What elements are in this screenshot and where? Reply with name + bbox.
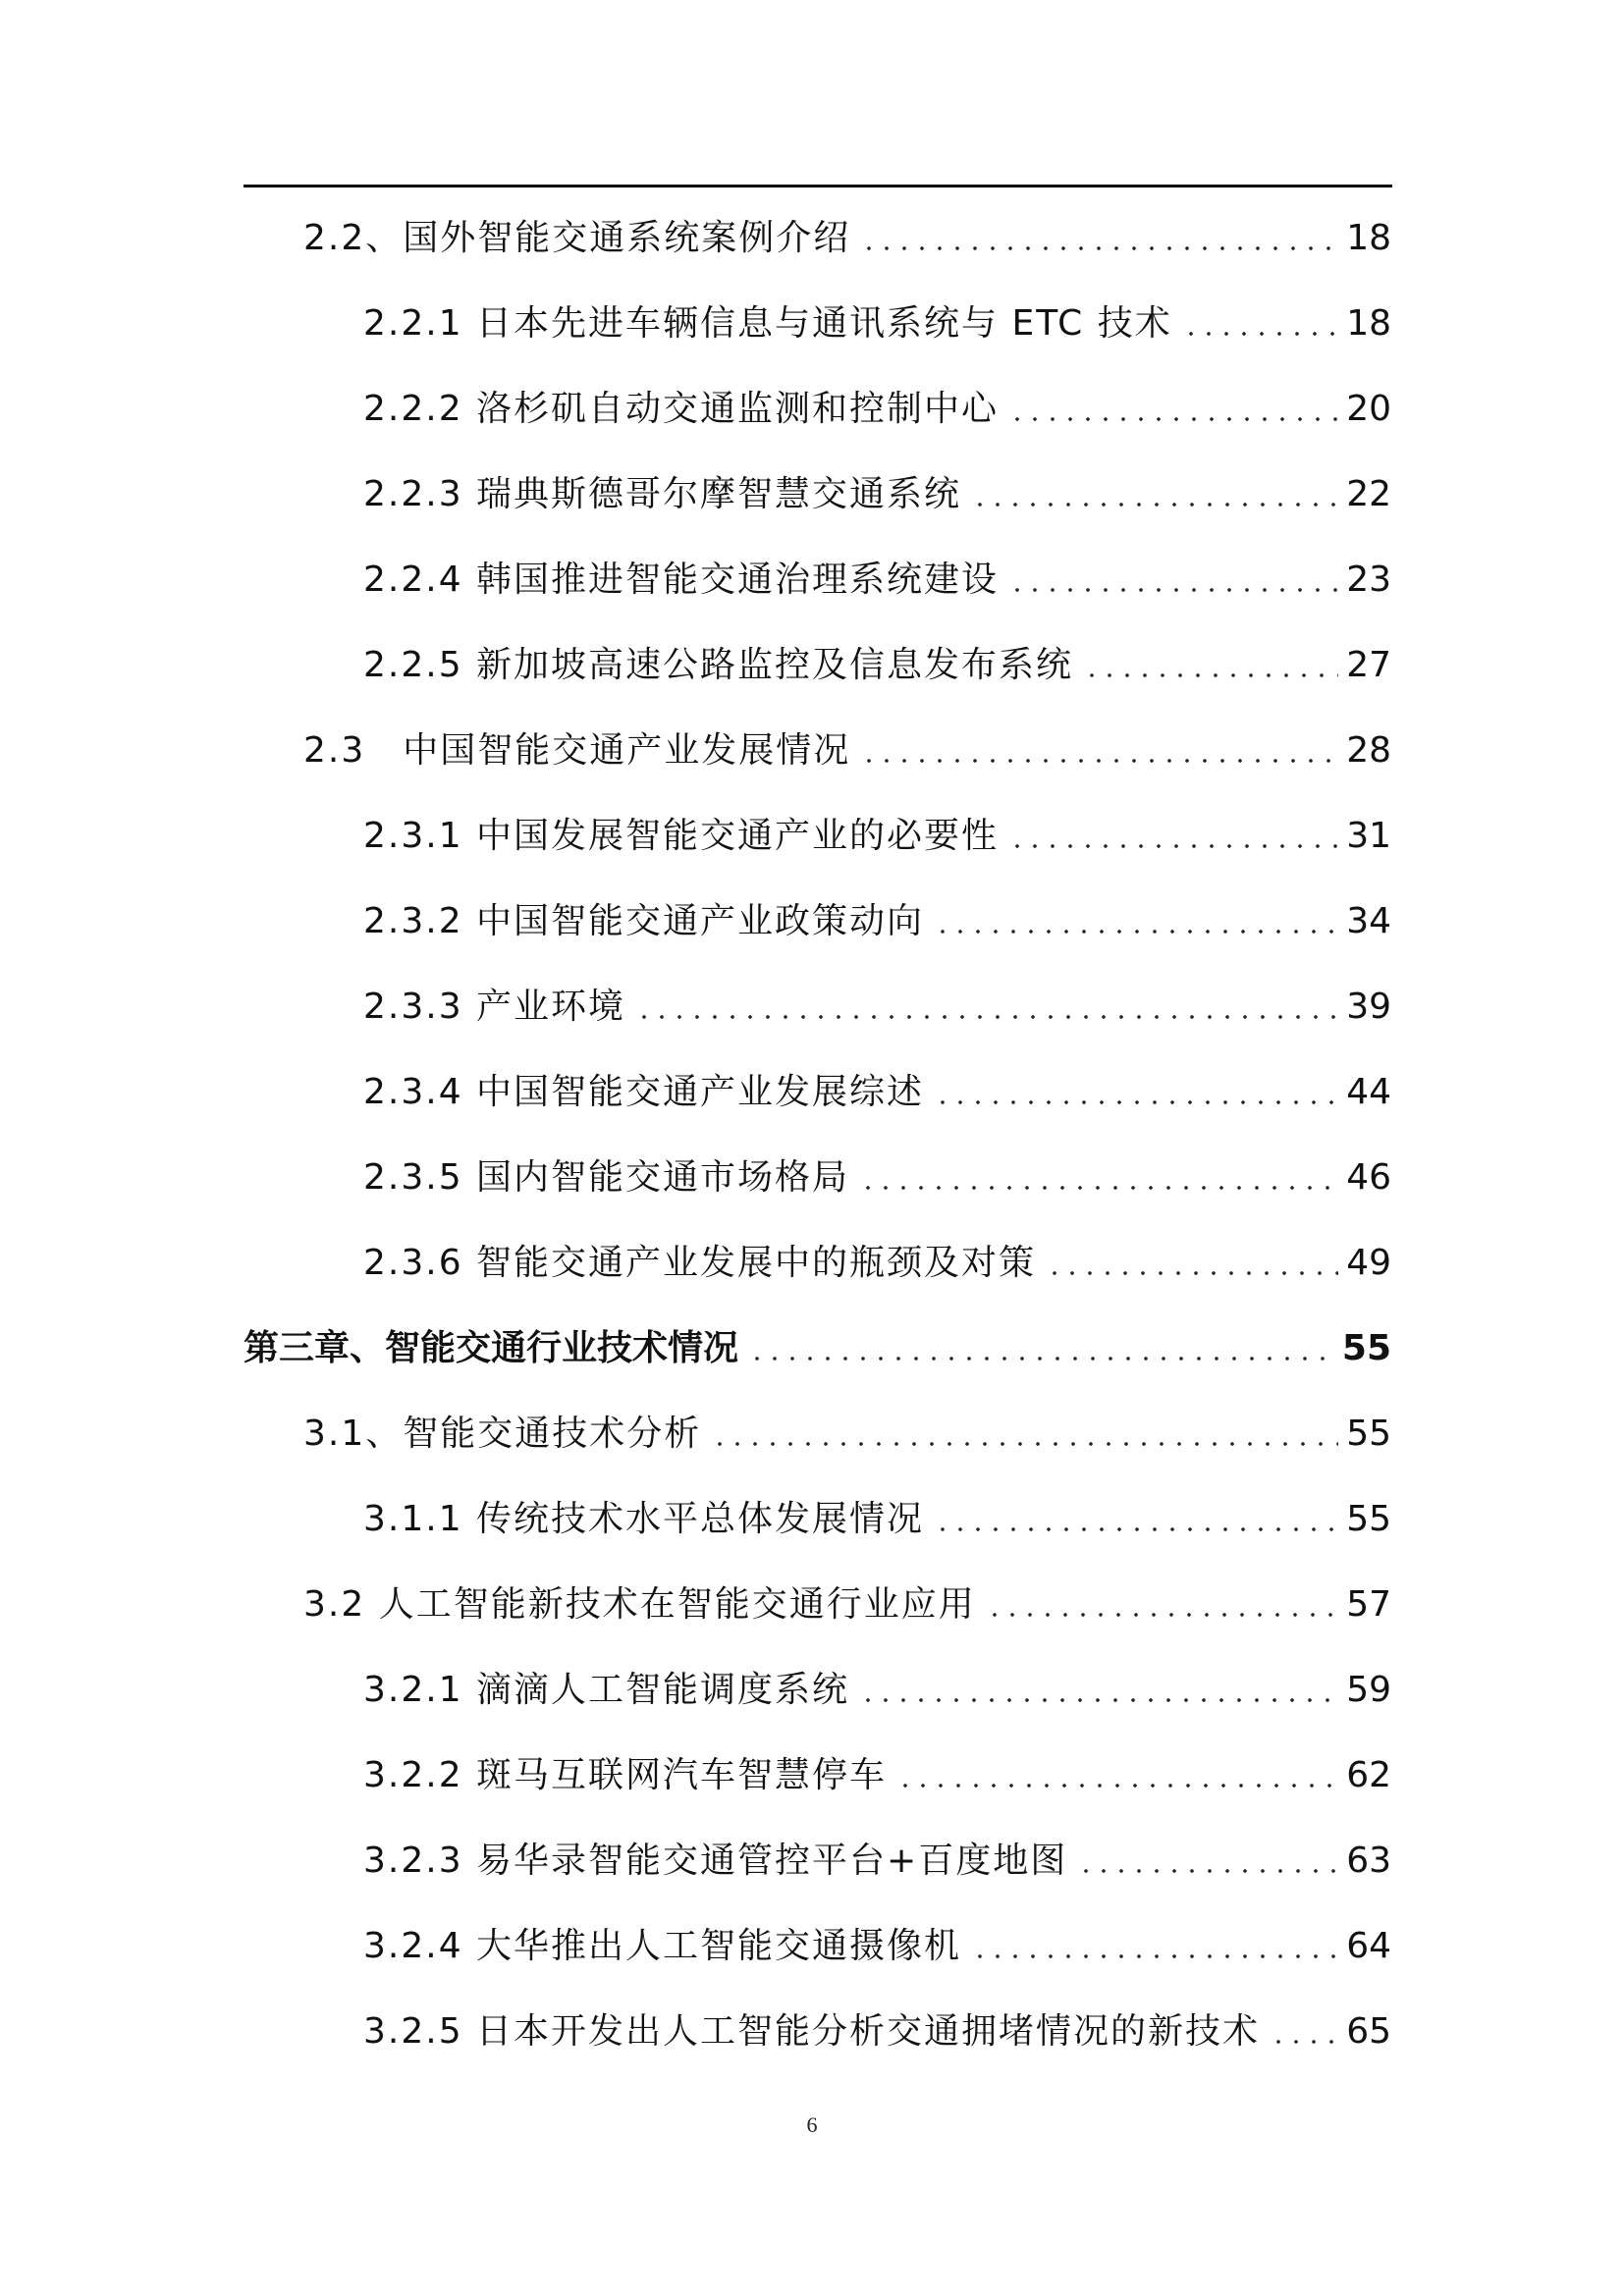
toc-entry-page: 55 <box>1346 1499 1391 1539</box>
toc-dot-leader <box>934 1067 1338 1118</box>
toc-entry[interactable] <box>363 1152 1391 1203</box>
toc-entry-title: 2.3 中国智能交通产业发展情况 <box>303 730 851 771</box>
toc-entry-title: 2.2.2 洛杉矶自动交通监测和控制中心 <box>363 389 1000 429</box>
toc-dot-leader <box>711 1409 1338 1460</box>
toc-entry-page: 28 <box>1346 730 1391 771</box>
toc-entry[interactable] <box>363 640 1391 691</box>
toc-entry[interactable] <box>303 1579 1391 1630</box>
toc-entry-page: 65 <box>1346 2011 1391 2052</box>
toc-entry-title: 3.2.2 斑马互联网汽车智慧停车 <box>363 1755 888 1795</box>
toc-entry-title: 2.3.2 中国智能交通产业政策动向 <box>363 901 925 941</box>
toc-dot-leader <box>1077 1836 1338 1887</box>
toc-entry-title: 3.2.1 滴滴人工智能调度系统 <box>363 1670 850 1710</box>
toc-entry[interactable] <box>363 1836 1391 1887</box>
toc-entry-page: 18 <box>1346 303 1391 344</box>
toc-entry[interactable] <box>303 725 1391 776</box>
toc-entry-page: 49 <box>1346 1243 1391 1283</box>
toc-entry[interactable] <box>363 555 1391 606</box>
toc-entry-title: 2.2、国外智能交通系统案例介绍 <box>303 218 851 258</box>
toc-entry-title: 2.3.1 中国发展智能交通产业的必要性 <box>363 816 1000 856</box>
toc-entry[interactable] <box>244 1323 1391 1374</box>
toc-entry[interactable] <box>363 982 1391 1033</box>
toc-entry-page: 23 <box>1346 560 1391 600</box>
toc-entry[interactable] <box>363 2006 1391 2057</box>
toc-dot-leader <box>1008 811 1338 862</box>
toc-dot-leader <box>1182 298 1338 349</box>
toc-entry-page: 55 <box>1346 1414 1391 1454</box>
toc-entry[interactable] <box>363 384 1391 435</box>
toc-entry-page: 46 <box>1346 1157 1391 1198</box>
toc-entry[interactable] <box>363 811 1391 862</box>
toc-entry[interactable] <box>303 213 1391 264</box>
toc-entry-page: 44 <box>1346 1072 1391 1112</box>
toc-dot-leader <box>635 982 1338 1033</box>
toc-dot-leader <box>860 725 1338 776</box>
toc-entry[interactable] <box>363 896 1391 947</box>
toc-entry-page: 31 <box>1346 816 1391 856</box>
toc-dot-leader <box>896 1750 1338 1801</box>
toc-entry-title: 2.3.3 产业环境 <box>363 987 626 1027</box>
toc-entry-page: 64 <box>1346 1926 1391 1966</box>
toc-entry-title: 2.2.3 瑞典斯德哥尔摩智慧交通系统 <box>363 474 962 514</box>
toc-entry-page: 34 <box>1346 901 1391 941</box>
toc-entry-page: 59 <box>1346 1670 1391 1710</box>
toc-dot-leader <box>971 469 1338 520</box>
toc-entry-title: 3.2 人工智能新技术在智能交通行业应用 <box>303 1584 976 1625</box>
toc-entry-title: 2.2.5 新加坡高速公路监控及信息发布系统 <box>363 645 1074 685</box>
toc-entry[interactable] <box>363 298 1391 349</box>
page-number: 6 <box>806 2112 818 2137</box>
toc-entry-title: 3.2.3 易华录智能交通管控平台+百度地图 <box>363 1841 1068 1881</box>
toc-entry-title: 2.3.5 国内智能交通市场格局 <box>363 1157 850 1198</box>
toc-entry-title: 2.3.6 智能交通产业发展中的瓶颈及对策 <box>363 1243 1037 1283</box>
toc-dot-leader <box>1046 1238 1338 1289</box>
toc-dot-leader <box>1083 640 1338 691</box>
toc-entry[interactable] <box>363 1921 1391 1972</box>
toc-dot-leader <box>934 1494 1338 1545</box>
toc-entry-page: 55 <box>1341 1328 1391 1368</box>
toc-entry-page: 20 <box>1346 389 1391 429</box>
toc-entry-title: 2.3.4 中国智能交通产业发展综述 <box>363 1072 925 1112</box>
toc-dot-leader <box>859 1152 1338 1203</box>
toc-entry-page: 62 <box>1346 1755 1391 1795</box>
toc-entry-page: 18 <box>1346 218 1391 258</box>
toc-dot-leader <box>971 1921 1338 1972</box>
toc-dot-leader <box>986 1579 1338 1630</box>
toc-entry-page: 39 <box>1346 987 1391 1027</box>
toc-entry-title: 3.1、智能交通技术分析 <box>303 1414 702 1454</box>
toc-entry[interactable] <box>363 1665 1391 1716</box>
toc-entry[interactable] <box>363 469 1391 520</box>
toc-entry[interactable] <box>363 1750 1391 1801</box>
toc-entry-page: 22 <box>1346 474 1391 514</box>
toc-dot-leader <box>748 1323 1334 1374</box>
toc-entry-title: 3.2.5 日本开发出人工智能分析交通拥堵情况的新技术 <box>363 2011 1261 2052</box>
toc-entry-page: 63 <box>1346 1841 1391 1881</box>
toc-entry-page: 57 <box>1346 1584 1391 1625</box>
toc-dot-leader <box>859 1665 1338 1716</box>
toc-entry[interactable] <box>303 1409 1391 1460</box>
toc-entry-title: 2.2.1 日本先进车辆信息与通讯系统与 ETC 技术 <box>363 303 1172 344</box>
toc-entry-title: 3.1.1 传统技术水平总体发展情况 <box>363 1499 925 1539</box>
toc-entry[interactable] <box>363 1494 1391 1545</box>
toc-entry[interactable] <box>363 1238 1391 1289</box>
toc-entry[interactable] <box>363 1067 1391 1118</box>
toc-entry-page: 27 <box>1346 645 1391 685</box>
toc-dot-leader <box>1008 555 1338 606</box>
toc-dot-leader <box>860 213 1338 264</box>
toc-dot-leader <box>934 896 1338 947</box>
toc-entry-title: 3.2.4 大华推出人工智能交通摄像机 <box>363 1926 962 1966</box>
toc-entry-title: 2.2.4 韩国推进智能交通治理系统建设 <box>363 560 1000 600</box>
toc-dot-leader <box>1008 384 1338 435</box>
header-rule <box>244 185 1392 187</box>
toc-dot-leader <box>1270 2006 1338 2057</box>
toc-entry-title: 第三章、智能交通行业技术情况 <box>244 1328 739 1368</box>
